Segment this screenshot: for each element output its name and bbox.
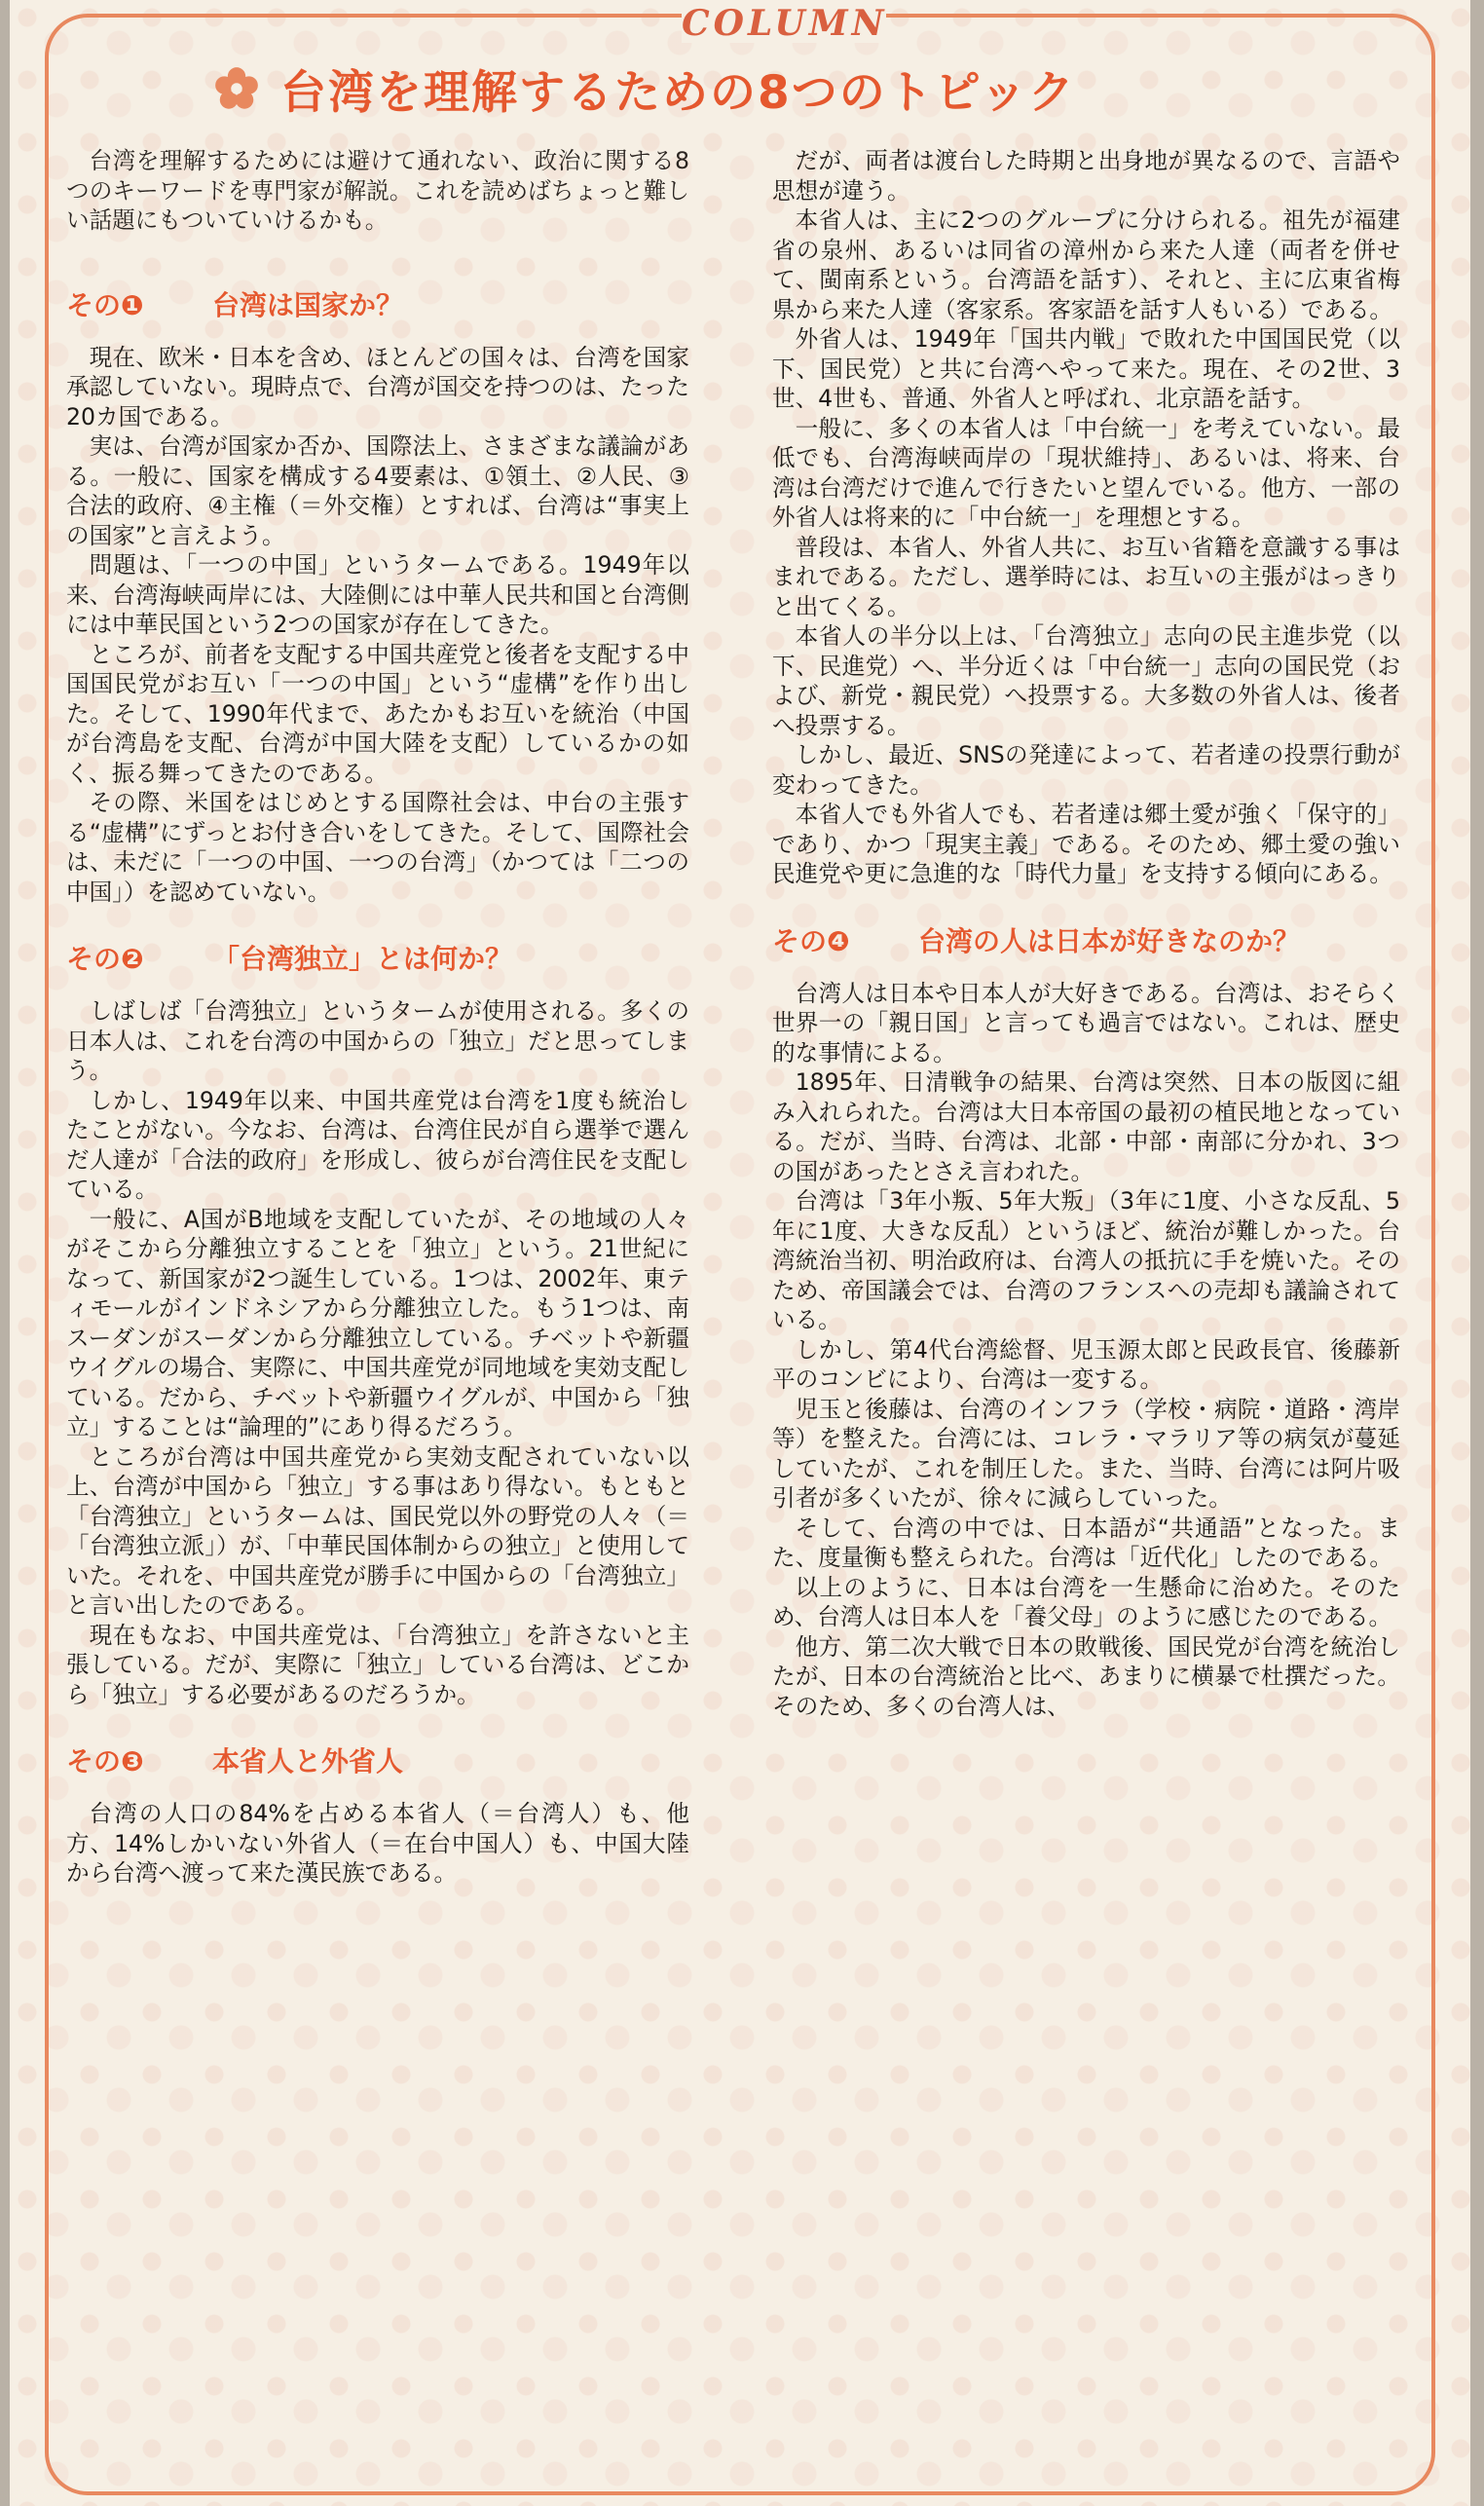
topic-3-heading [66, 1742, 689, 1781]
topic-1-heading [66, 286, 689, 325]
paragraph: だが、両者は渡台した時期と出身地が異なるので、言語や思想が違う。 [772, 147, 1400, 205]
paragraph: 他方、第二次大戦で日本の敗戦後、国民党が台湾を統治したが、日本の台湾統治と比べ、あまりに横暴で杜撰だった。そのため、多くの台湾人は、 [772, 1632, 1400, 1720]
topic-2-title: 「台湾独立」とは何か？ [212, 943, 513, 975]
paragraph: 一般に、多くの本省人は「中台統一」を考えていない。最低でも、台湾海峡両岸の「現状維持」、あるいは、将来、台湾は台湾だけで進んで行きたいと望んでいる。他方、一部の外省人は将来的に「中台統一」を理想とする。 [772, 414, 1400, 531]
paragraph: 児玉と後藤は、台湾のインフラ（学校・病院・道路・湾岸等）を整えた。台湾には、コレラ・マラリア等の病気が蔓延していたが、これを制圧した。また、当時、台湾には阿片吸引者が多くいたが、徐々に減らしていった。 [772, 1395, 1400, 1512]
right-column [772, 146, 1400, 1721]
flower-icon [214, 66, 259, 111]
topic-3-number: その❸ [66, 1745, 144, 1777]
paragraph: 台湾は「3年小叛、5年大叛」（3年に1度、小さな反乱、5年に1度、大きな反乱）というほど、統治が難しかった。台湾統治当初、明治政府は、台湾人の抵抗に手を焼いた。そのため、帝国議会では、台湾のフランスへの売却も議論されている。 [772, 1187, 1400, 1333]
topic-1-number: その❶ [66, 288, 144, 321]
topic-3-title: 本省人と外省人 [212, 1745, 404, 1777]
paragraph: 実は、台湾が国家か否か、国際法上、さまざまな議論がある。一般に、国家を構成する4要素は、①領土、②人民、③合法的政府、④主権（＝外交権）とすれば、台湾は“事実上の国家”と言えよう。 [66, 432, 689, 549]
title-row [214, 55, 1076, 123]
paragraph: ところが台湾は中国共産党から実効支配されていない以上、台湾が中国から「独立」する事はあり得ない。もともと「台湾独立」というタームは、国民党以外の野党の人々（＝「台湾独立派」）が、「中華民国体制からの独立」と使用していた。それを、中国共産党が勝手に中国からの「台湾独立」と言い出したのである。 [66, 1442, 689, 1619]
topic-2-number: その❷ [66, 943, 144, 975]
paragraph: 一般に、A国がB地域を支配していたが、その地域の人々がそこから分離独立することを「独立」という。21世紀になって、新国家が2つ誕生している。1つは、2002年、東ティモールがインドネシアから分離独立した。もう1つは、南スーダンがスーダンから分離独立している。チベットや新疆ウイグルの場合、実際に、中国共産党が同地域を実効支配している。だから、チベットや新疆ウイグルが、中国から「独立」することは“論理的”にあり得るだろう。 [66, 1205, 689, 1440]
topic-1-title: 台湾は国家か？ [212, 288, 404, 321]
paragraph: しかし、1949年以来、中国共産党は台湾を1度も統治したことがない。今なお、台湾は、台湾住民が自ら選挙で選んだ人達が「合法的政府」を形成し、彼らが台湾住民を支配している。 [66, 1086, 689, 1203]
paragraph: 本省人は、主に2つのグループに分けられる。祖先が福建省の泉州、あるいは同省の漳州から来た人達（両者を併せて、閩南系という。台湾語を話す）、それと、主に広東省梅県から来た人達（客家系。客家語を話す人もいる）である。 [772, 206, 1400, 323]
paragraph: そして、台湾の中では、日本語が“共通語”となった。また、度量衡も整えられた。台湾は「近代化」したのである。 [772, 1514, 1400, 1571]
paragraph: ところが、前者を支配する中国共産党と後者を支配する中国国民党がお互い「一つの中国」という“虚構”を作り出した。そして、1990年代まで、あたかもお互いを統治（中国が台湾島を支配、台湾が中国大陸を支配）しているかの如く、振る舞ってきたのである。 [66, 640, 689, 787]
paragraph: 問題は、「一つの中国」というタームである。1949年以来、台湾海峡両岸には、大陸側には中華人民共和国と台湾側には中華民国という2つの国家が存在してきた。 [66, 551, 689, 638]
paragraph: 外省人は、1949年「国共内戦」で敗れた中国国民党（以下、国民党）と共に台湾へやって来た。現在、その2世、3世、4世も、普通、外省人と呼ばれ、北京語を話す。 [772, 325, 1400, 412]
paragraph: しばしば「台湾独立」というタームが使用される。多くの日本人は、これを台湾の中国からの「独立」だと思ってしまう。 [66, 997, 689, 1084]
magazine-page [10, 0, 1470, 2506]
topic-4-title: 台湾の人は日本が好きなのか？ [918, 924, 1301, 957]
paragraph: 普段は、本省人、外省人共に、お互い省籍を意識する事はまれである。ただし、選挙時には、お互いの主張がはっきりと出てくる。 [772, 533, 1400, 620]
paragraph: 本省人の半分以上は、「台湾独立」志向の民主進歩党（以下、民進党）へ、半分近くは「中台統一」志向の国民党（および、新党・親民党）へ投票する。大多数の外省人は、後者へ投票する。 [772, 622, 1400, 739]
paragraph: 現在、欧米・日本を含め、ほとんどの国々は、台湾を国家承認していない。現時点で、台湾が国交を持つのは、たった20カ国である。 [66, 343, 689, 430]
paragraph: しかし、最近、SNSの発達によって、若者達の投票行動が変わってきた。 [772, 741, 1400, 799]
topic-4-heading [772, 922, 1400, 961]
paragraph: その際、米国をはじめとする国際社会は、中台の主張する“虚構”にずっとお付き合いをしてきた。そして、国際社会は、未だに「一つの中国、一つの台湾」（かつては「二つの中国」）を認めていない。 [66, 789, 689, 906]
left-column [66, 146, 689, 1889]
topic-4-number: その❹ [772, 924, 850, 957]
paragraph: 以上のように、日本は台湾を一生懸命に治めた。そのため、台湾人は日本人を「養父母」のように感じたのである。 [772, 1573, 1400, 1630]
paragraph: 1895年、日清戦争の結果、台湾は突然、日本の版図に組み入れられた。台湾は大日本帝国の最初の植民地となっている。だが、当時、台湾は、北部・中部・南部に分かれ、3つの国があったとさえ言われた。 [772, 1068, 1400, 1185]
intro-text: 台湾を理解するためには避けて通れない、政治に関する8つのキーワードを専門家が解説。これを読めばちょっと難しい話題にもついていけるかも。 [66, 147, 689, 234]
paragraph: 台湾の人口の84%を占める本省人（＝台湾人）も、他方、14%しかいない外省人（＝在台中国人）も、中国大陸から台湾へ渡って来た漢民族である。 [66, 1800, 689, 1887]
paragraph: 現在もなお、中国共産党は、「台湾独立」を許さないと主張している。だが、実際に「独立」している台湾は、どこから「独立」する必要があるのだろうか。 [66, 1621, 689, 1708]
paragraph: 台湾人は日本や日本人が大好きである。台湾は、おそらく世界一の「親日国」と言っても過言ではない。これは、歴史的な事情による。 [772, 979, 1400, 1066]
topic-2-heading [66, 940, 689, 979]
paragraph: 本省人でも外省人でも、若者達は郷土愛が強く「保守的」であり、かつ「現実主義」である。そのため、郷土愛の強い民進党や更に急進的な「時代力量」を支持する傾向にある。 [772, 801, 1400, 887]
paragraph: しかし、第4代台湾総督、児玉源太郎と民政長官、後藤新平のコンビにより、台湾は一変する。 [772, 1335, 1400, 1393]
column-label: COLUMN [682, 3, 888, 44]
page-title: 台湾を理解するための8つのトピック [280, 65, 1076, 120]
